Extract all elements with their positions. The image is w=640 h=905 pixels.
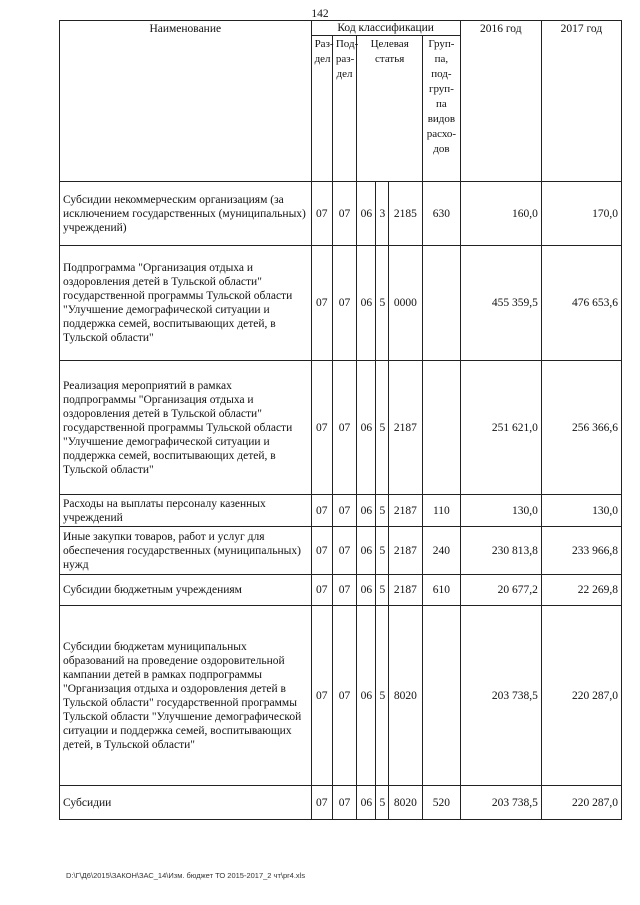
row-name: Субсидии [60,786,312,820]
row-cs-direction: 2187 [388,361,422,495]
row-2016: 251 621,0 [460,361,541,495]
row-2016: 203 738,5 [460,606,541,786]
row-cs-program: 06 [357,246,376,361]
header-section: Раз-дел [311,36,332,182]
row-razdel: 07 [311,527,332,575]
header-subsection: Под-раз-дел [332,36,356,182]
row-cs-subprogram: 5 [376,246,388,361]
row-2016: 230 813,8 [460,527,541,575]
row-razdel: 07 [311,361,332,495]
row-2017: 256 366,6 [541,361,621,495]
row-2017: 233 966,8 [541,527,621,575]
row-name: Иные закупки товаров, работ и услуг для обеспечения государственных (муниципальных) нужд [60,527,312,575]
header-expense-group: Груп-па, под-груп-па видов расхо-дов [423,36,461,182]
row-vid: 110 [423,495,461,527]
table-row [60,575,622,606]
row-vid: 610 [423,575,461,606]
row-vid [423,361,461,495]
row-podrazdel: 07 [332,246,356,361]
row-2016: 455 359,5 [460,246,541,361]
table-row [60,786,622,820]
row-razdel: 07 [311,786,332,820]
row-name: Субсидии бюджетам муниципальных образований на проведение оздоровительной кампании детей в рамках подпрограммы "Организация отдыха и оздоровления детей в Тульской области" государственной программы Тульской области "Улучшение демографической ситуации и поддержка семей, воспитывающих детей, в Тульской области" [60,606,312,786]
row-podrazdel: 07 [332,182,356,246]
header-name: Наименование [60,21,312,182]
row-cs-subprogram: 5 [376,786,388,820]
row-vid [423,246,461,361]
row-2016: 160,0 [460,182,541,246]
row-cs-program: 06 [357,495,376,527]
row-cs-program: 06 [357,575,376,606]
row-cs-subprogram: 5 [376,606,388,786]
row-2017: 170,0 [541,182,621,246]
row-cs-direction: 2187 [388,495,422,527]
row-cs-subprogram: 5 [376,527,388,575]
row-vid: 520 [423,786,461,820]
row-cs-direction: 8020 [388,606,422,786]
row-2017: 22 269,8 [541,575,621,606]
row-name: Расходы на выплаты персоналу казенных учреждений [60,495,312,527]
table-row [60,182,622,246]
table-row [60,495,622,527]
row-podrazdel: 07 [332,575,356,606]
row-name: Подпрограмма "Организация отдыха и оздоровления детей в Тульской области" государственной программы Тульской области "Улучшение демографической ситуации и поддержка семей, воспитывающих детей, в Тульской области" [60,246,312,361]
row-podrazdel: 07 [332,606,356,786]
row-cs-direction: 2187 [388,527,422,575]
row-podrazdel: 07 [332,527,356,575]
budget-table [59,20,622,820]
row-2016: 203 738,5 [460,786,541,820]
row-name: Субсидии бюджетным учреждениям [60,575,312,606]
row-2016: 20 677,2 [460,575,541,606]
header-code: Код классификации [311,21,460,36]
row-razdel: 07 [311,606,332,786]
row-vid: 630 [423,182,461,246]
header-target-article: Целевая статья [357,36,423,182]
row-podrazdel: 07 [332,361,356,495]
table-row [60,606,622,786]
row-cs-program: 06 [357,606,376,786]
row-razdel: 07 [311,182,332,246]
row-cs-program: 06 [357,361,376,495]
row-razdel: 07 [311,495,332,527]
row-2017: 220 287,0 [541,606,621,786]
row-razdel: 07 [311,246,332,361]
row-cs-program: 06 [357,527,376,575]
row-cs-subprogram: 5 [376,495,388,527]
row-cs-program: 06 [357,786,376,820]
row-2016: 130,0 [460,495,541,527]
header-year-2017: 2017 год [541,21,621,182]
row-cs-direction: 2187 [388,575,422,606]
row-cs-direction: 0000 [388,246,422,361]
row-cs-direction: 8020 [388,786,422,820]
row-cs-subprogram: 3 [376,182,388,246]
row-podrazdel: 07 [332,786,356,820]
header-year-2016: 2016 год [460,21,541,182]
row-2017: 130,0 [541,495,621,527]
row-2017: 220 287,0 [541,786,621,820]
row-vid: 240 [423,527,461,575]
table-row [60,361,622,495]
row-razdel: 07 [311,575,332,606]
table-row [60,527,622,575]
file-path-footer: D:\Г\Д6\2015\ЗАКОН\ЗАС_14\Изм. бюджет ТО 2015-2017_2 чт\pr4.xls [66,871,306,880]
page-number: 142 [311,8,329,20]
row-name: Субсидии некоммерческим организациям (за исключением государственных (муниципальных) учреждений) [60,182,312,246]
row-vid [423,606,461,786]
table-row [60,246,622,361]
row-cs-subprogram: 5 [376,575,388,606]
row-cs-direction: 2185 [388,182,422,246]
row-cs-program: 06 [357,182,376,246]
row-name: Реализация мероприятий в рамках подпрограммы "Организация отдыха и оздоровления детей в Тульской области" государственной программы Тульской области "Улучшение демографической ситуации и поддержка семей, воспитывающих детей, в Тульской области" [60,361,312,495]
row-2017: 476 653,6 [541,246,621,361]
row-podrazdel: 07 [332,495,356,527]
row-cs-subprogram: 5 [376,361,388,495]
